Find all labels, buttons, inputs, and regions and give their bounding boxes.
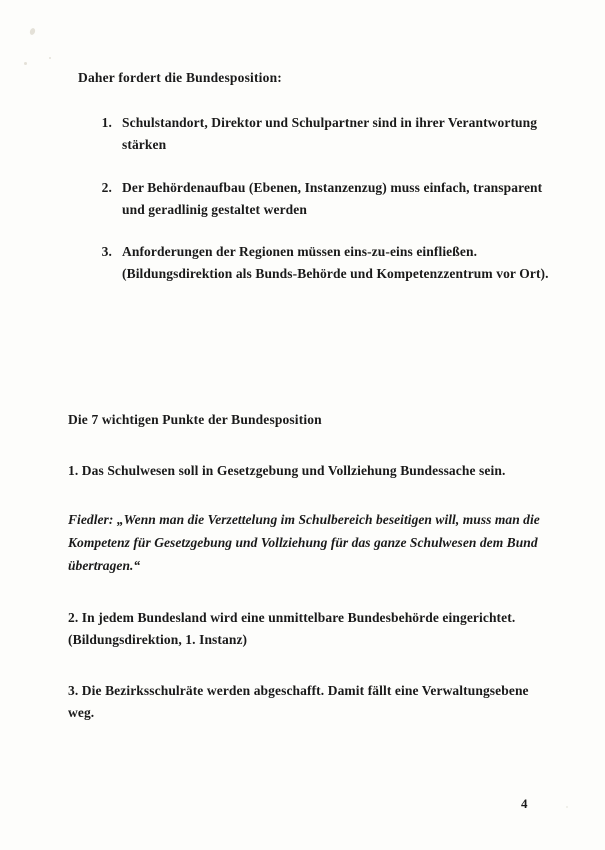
point-one-paragraph: 1. Das Schulwesen soll in Gesetzgebung und Vollziehung Bundessache sein. [68,463,506,478]
page-title: Daher fordert die Bundesposition: [78,70,282,85]
point-three-paragraph: 3. Die Bezirksschulräte werden abgeschafft. Damit fällt eine Verwaltungsebene weg. [68,683,529,720]
point-two-paragraph: 2. In jedem Bundesland wird eine unmittelbare Bundesbehörde eingerichtet. (Bildungsdirektion, 1. Instanz) [68,610,516,647]
list-item-label: Der Behördenaufbau (Ebenen, Instanzenzug) muss einfach, transparent und geradlinig gestaltet werden [122,179,543,217]
list-item-number: 1. [101,115,112,130]
list-item-number: 3. [101,244,112,260]
demands-list [88,112,558,306]
list-item-label: Schulstandort, Direktor und Schulpartner sind in ihrer Verantwortung stärken [122,115,538,152]
list-item [88,112,558,156]
section-heading: Die 7 wichtigen Punkte der Bundesposition [68,412,322,427]
list-item-label: Anforderungen der Regionen müssen eins-zu-eins einfließen. (Bildungsdirektion als Bunds-Behörde und Kompetenzzentrum vor Ort). [122,244,549,282]
quote-paragraph: Fiedler: „Wenn man die Verzettelung im Schulbereich beseitigen will, muss man die Kompetenz für Gesetzgebung und Vollziehung für das ganze Schulwesen dem Bund übertragen.“ [68,512,540,574]
list-item [88,177,558,221]
list-item-number: 2. [101,179,112,195]
list-item [88,241,558,285]
page-number: 4 [521,796,528,811]
